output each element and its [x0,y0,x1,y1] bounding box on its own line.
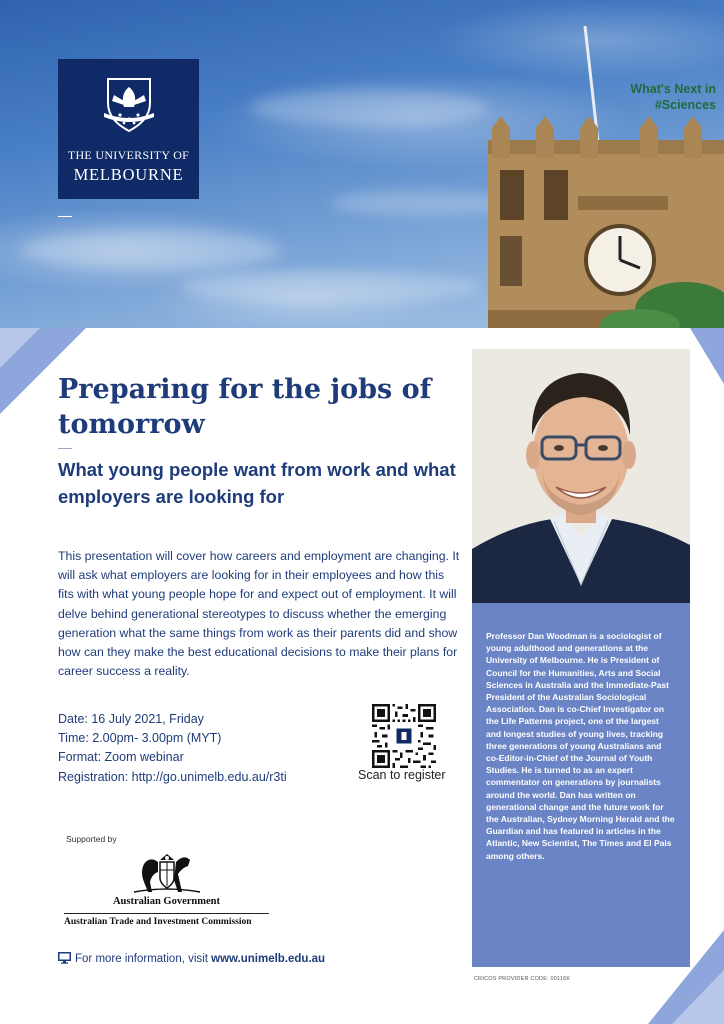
website-link[interactable]: www.unimelb.edu.au [211,953,326,965]
university-logo [58,59,199,199]
corner-accent-top-right [690,328,724,388]
sciences-tagline [576,81,716,113]
university-crest-icon [102,73,156,133]
event-title: Preparing for the jobs of tomorrow [58,374,432,440]
more-info-line [58,952,325,965]
gov-name: Australian Government [112,896,221,907]
event-format: Format: Zoom webinar [58,750,184,765]
supported-by-label: Supported by [66,834,117,844]
gov-agency: Australian Trade and Investment Commission [64,917,252,927]
tagline-line-1: What's Next in [630,82,716,96]
header-banner [0,0,724,328]
event-details [58,710,358,787]
registration-link[interactable]: Registration: http://go.unimelb.edu.au/r3ti [58,769,287,784]
logo-line-1: THE UNIVERSITY OF [67,148,190,162]
more-info-text: For more information, visit [75,953,212,965]
event-time: Time: 2.00pm- 3.00pm (MYT) [58,731,222,746]
gov-divider [64,913,269,914]
title-divider [58,448,72,449]
tagline-line-2: #Sciences [654,98,716,112]
clock-tower-image [470,20,724,328]
speaker-bio-panel [472,603,690,967]
speaker-photo [472,349,690,603]
gov-coat-of-arms-icon [130,852,204,896]
qr-caption: Scan to register [358,768,446,782]
event-description: This presentation will cover how careers and employment are changing. It will ask what employers are looking for in their employees and how this fits with what young people hope for and expect out of employment. It will delve behind generational stereotypes to discuss whether the emerging generation what the same things from work as their parents did and show how can they make the best educational decisions to make their plans for career success a reality. [58,549,460,679]
logo-line-2: MELBOURNE [73,165,184,184]
qr-code[interactable] [372,704,436,768]
logo-divider [58,216,72,217]
speaker-bio: Professor Dan Woodman is a sociologist of young adulthood and generations at the University of Melbourne. He is President of Council for the Humanities, Arts and Social Sciences in Australia and the Immediate-Past President of the Australian Sociological Association. Dan is co-Chief Investigator on the Life Patterns project, one of the largest and longest studies of young lives, tracking three generations of young Australians and co-Editor-in-Chief of the Journal of Youth Studies. He is turned to as an expert commentator on generations by journalists around the world. Dan has written on generational change and the future work for the Australian, Sydney Morning Herald and the Guardian and has featured in articles in the Atlantic, New Scientist, The Times and El Pais among others. [486,631,675,861]
cricos-code: CRICOS PROVIDER CODE: 00116K [474,976,571,982]
monitor-icon [58,952,71,964]
event-subtitle: What young people want from work and what employers are looking for [58,459,456,507]
event-date: Date: 16 July 2021, Friday [58,712,204,726]
